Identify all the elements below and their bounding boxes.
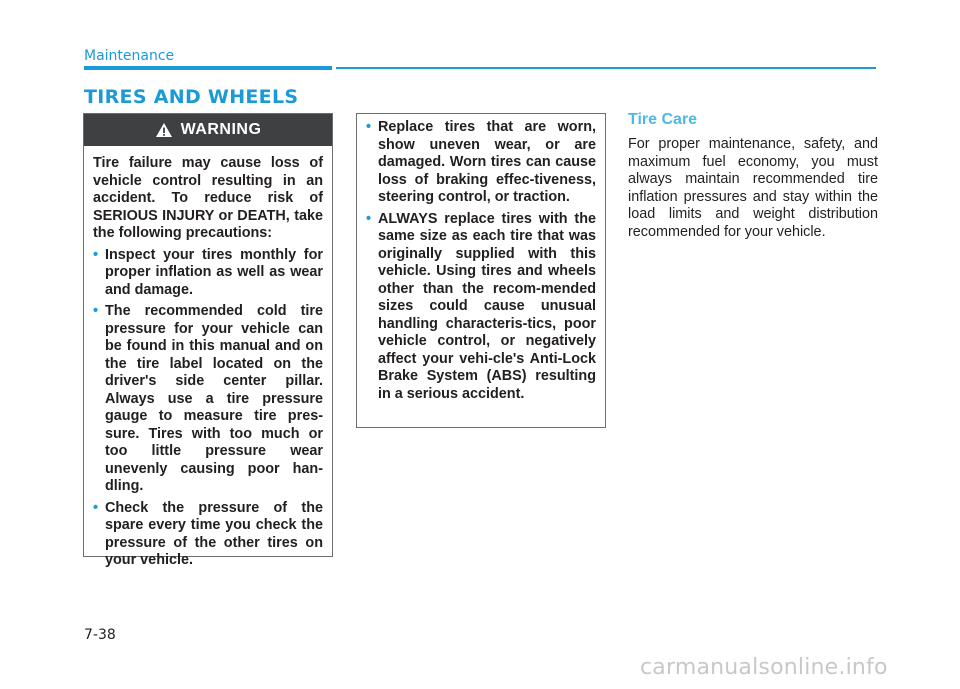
tire-care-text: For proper maintenance, safety, and maximum fuel economy, you must always maintain recommended tire inflation pressures and stay within the load limits and weight distribution recommended for your vehicle. <box>628 136 878 240</box>
section-label: Maintenance <box>84 48 175 64</box>
warning-intro: Tire failure may cause loss of vehicle control resulting in an accident. To reduce risk of SERIOUS INJURY or DEATH, take the following precautions: <box>93 155 323 241</box>
watermark: carmanualsonline.info <box>640 655 888 680</box>
tire-care-heading: Tire Care <box>628 111 698 128</box>
bullet-icon: • <box>93 499 99 516</box>
bullet-icon: • <box>93 246 99 263</box>
bullet-icon: • <box>93 303 99 319</box>
warning-list <box>93 247 323 570</box>
list-item <box>366 211 596 404</box>
warning-header <box>84 114 332 146</box>
list-item-text: ALWAYS replace tires with the same size as each tire that was originally supplied with this vehicle. Using tires and wheels other than the recom-mended sizes could cause unusual handling characteris-tics, poor vehicle control, or negatively affect your vehi-cle's Anti-Lock Brake System (ABS) resulting in a serious accident. <box>378 210 596 402</box>
warning-label: WARNING <box>180 121 262 138</box>
list-item-text: Check the pressure of the spare every time you check the pressure of the other tires on your vehicle. <box>105 499 323 568</box>
bullet-icon: • <box>366 119 372 135</box>
page-title: TIRES AND WHEELS <box>84 86 299 108</box>
warning-triangle-icon <box>155 122 173 138</box>
list-item <box>93 247 323 300</box>
warning-continued-list <box>366 119 596 403</box>
list-item <box>93 500 323 570</box>
list-item <box>366 119 596 207</box>
page-number: 7-38 <box>84 627 116 643</box>
bullet-icon: • <box>366 210 372 227</box>
warning-continued-body <box>357 114 605 403</box>
warning-continued-box <box>356 113 606 428</box>
warning-box <box>83 113 333 568</box>
list-item <box>93 303 323 496</box>
list-item-text: The recommended cold tire pressure for your vehicle can be found in this manual and on the tire label located on the driver's side center pillar. Always use a tire pressure gauge to measure tire pres-sure. Tires with too much or too little pressure wear unevenly causing poor han-dling. <box>105 303 323 494</box>
list-item-text: Replace tires that are worn, show uneven wear, or are damaged. Worn tires can cause loss of braking effec-tiveness, steering control, or traction. <box>378 119 596 205</box>
warning-body <box>84 146 332 570</box>
header-rule-thick <box>84 66 332 70</box>
header-rule-thin <box>336 67 876 69</box>
list-item-text: Inspect your tires monthly for proper inflation as well as wear and damage. <box>105 246 323 298</box>
